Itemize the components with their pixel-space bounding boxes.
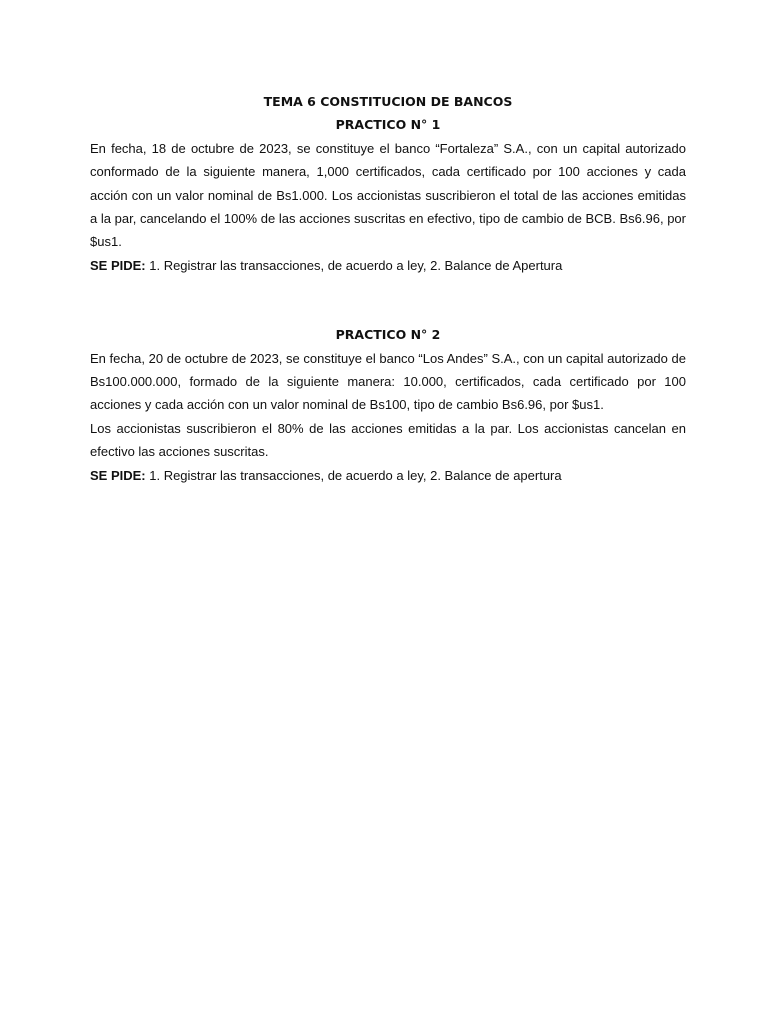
document-page — [90, 90, 686, 487]
practico-1-section — [90, 113, 686, 277]
se-pide-text: 1. Registrar las transacciones, de acuerdo a ley, 2. Balance de Apertura — [145, 257, 563, 273]
practico-2-paragraph-1: En fecha, 20 de octubre de 2023, se constituye el banco “Los Andes” S.A., con un capital autorizado de Bs100.000.000, formado de la siguiente manera: 10.000, certificados, cada certificado por 100 acciones y cada acción con un valor nominal de Bs100, tipo de cambio Bs6.96, por $us1. — [90, 350, 686, 413]
practico-2-heading: PRACTICO N° 2 — [335, 327, 441, 343]
practico-2-section — [90, 323, 686, 487]
section-spacer — [90, 277, 686, 323]
practico-1-se-pide — [90, 254, 686, 277]
practico-1-paragraph: En fecha, 18 de octubre de 2023, se constituye el banco “Fortaleza” S.A., con un capital autorizado conformado de la siguiente manera, 1,000 certificados, cada certificado por 100 acciones y cada acción con un valor nominal de Bs1.000. Los accionistas suscribieron el total de las acciones emitidas a la par, cancelando el 100% de las acciones suscritas en efectivo, tipo de cambio de BCB. Bs6.96, por $us1. — [90, 140, 686, 250]
document-title: TEMA 6 CONSTITUCION DE BANCOS — [263, 94, 513, 109]
practico-1-heading: PRACTICO N° 1 — [335, 117, 441, 133]
practico-2-se-pide — [90, 464, 686, 487]
practico-2-paragraph-2: Los accionistas suscribieron el 80% de las acciones emitidas a la par. Los accionistas cancelan en efectivo las acciones suscritas. — [90, 420, 686, 460]
se-pide-label: SE PIDE: — [90, 257, 146, 273]
se-pide-text: 1. Registrar las transacciones, de acuerdo a ley, 2. Balance de apertura — [145, 467, 562, 483]
se-pide-label: SE PIDE: — [90, 467, 146, 483]
